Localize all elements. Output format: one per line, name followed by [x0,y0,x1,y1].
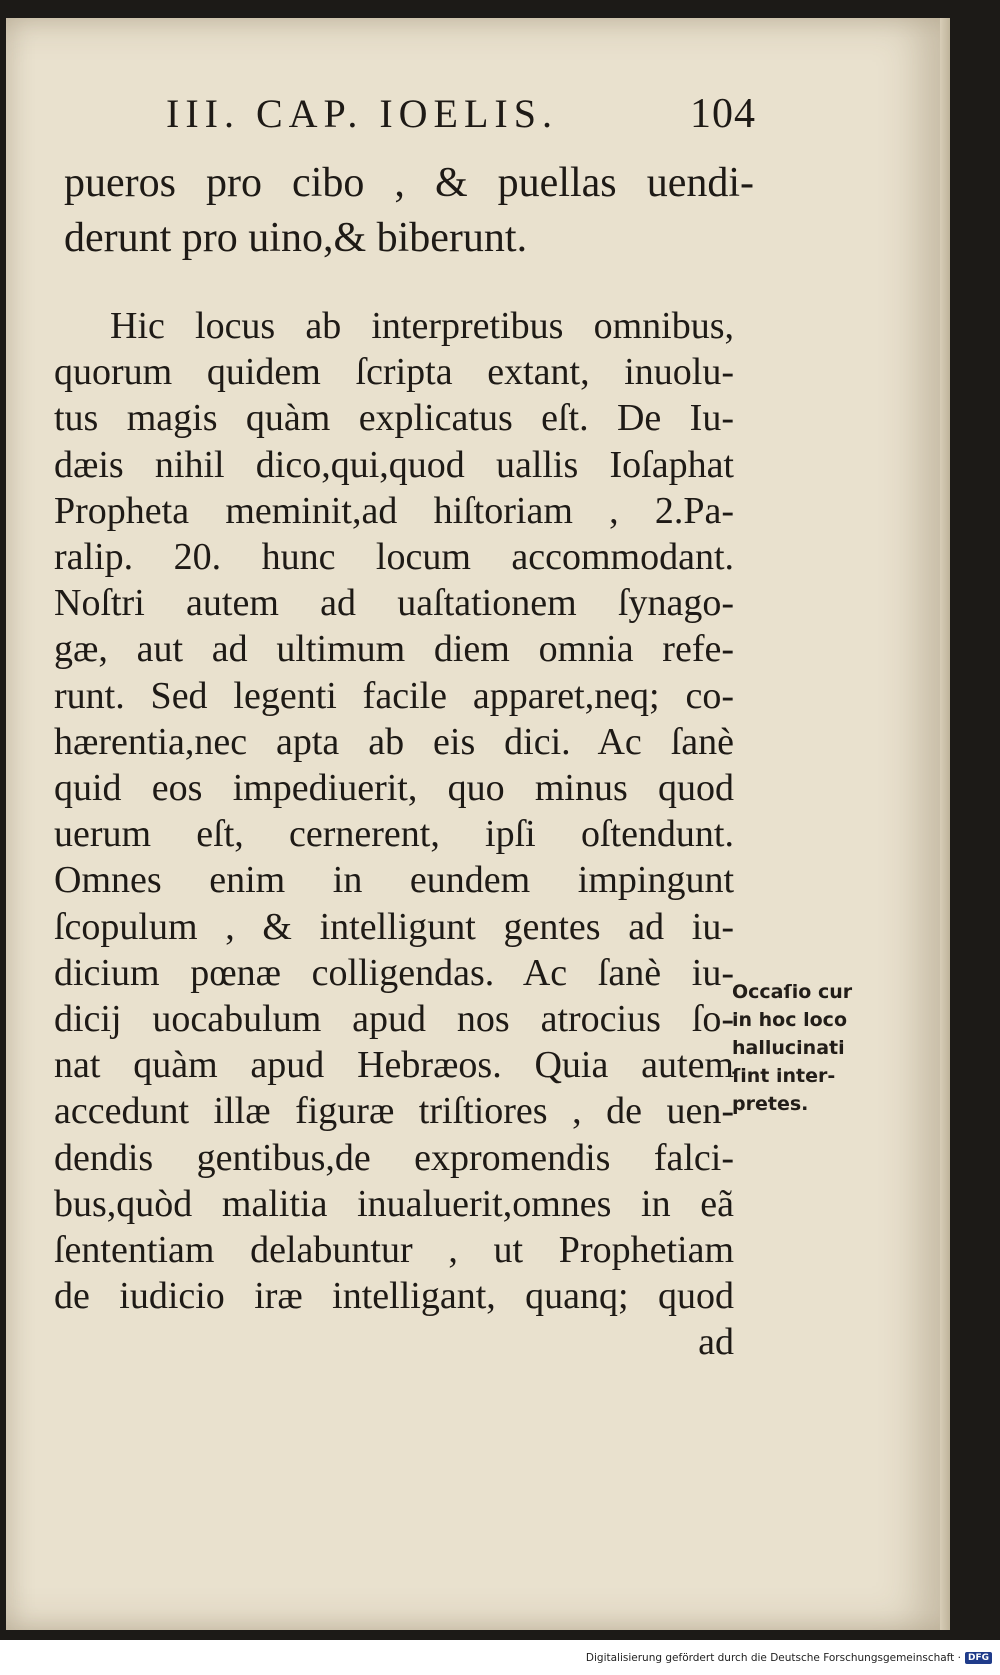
marginal-note-line: Occaſio cur [732,981,853,1003]
commentary-line: bus,quòd malitia inualuerit,omnes in eã [54,1182,734,1225]
commentary-line: quid eos impediuerit, quo minus quod [54,767,734,810]
commentary-paragraph [54,303,734,1366]
commentary-line: nat quàm apud Hebræos. Quia autem [54,1044,734,1087]
commentary-line: dendis gentibus,de expromendis falci- [54,1136,734,1179]
commentary-line: ſcopulum , & intelligunt gentes ad iu- [54,905,734,948]
marginal-note-line: in hoc loco [732,1009,847,1031]
running-title: III. CAP. IOELIS. [166,91,558,136]
marginal-note-line: pretes. [732,1093,809,1115]
commentary-line: quorum quidem ſcripta extant, inuolu- [54,351,734,394]
credit-text: Digitalisierung gefördert durch die Deutsche Forschungsgemeinschaft · [585,1652,961,1664]
page-number: 104 [690,91,756,137]
commentary-line: uerum eſt, cernerent, ipſi oſtendunt. [54,813,734,856]
commentary-line: tus magis quàm explicatus eſt. De Iu- [54,397,734,440]
marginal-note [732,978,902,1118]
book-page [6,18,950,1630]
commentary-line: hærentia,nec apta ab eis dici. Ac ſanè [54,720,734,763]
digitization-credit [586,1652,992,1664]
scripture-verse [64,156,754,266]
commentary-line: dicij uocabulum apud nos atrocius ſo- [54,998,734,1041]
commentary-line: ſententiam delabuntur , ut Prophetiam [54,1229,734,1272]
commentary-line: runt. Sed legenti facile apparet,neq; co- [54,674,734,717]
commentary-line: Noſtri autem ad uaſtationem ſynago- [54,582,734,625]
verse-line: derunt pro uino,& biberunt. [64,215,528,261]
commentary-line: dicium pœnæ colligendas. Ac ſanè iu- [54,951,734,994]
marginal-note-line: hallucinati [732,1037,845,1059]
commentary-line: dæis nihil dico,qui,quod uallis Ioſaphat [54,443,734,486]
marginal-note-line: ſint inter- [732,1065,836,1087]
commentary-line: Hic locus ab interpretibus omnibus, [110,305,734,347]
commentary-line: Propheta meminit,ad hiſtoriam , 2.Pa- [54,489,734,532]
commentary-line: de iudicio iræ intelligant, quanq; quod [54,1275,734,1318]
page-edge [940,18,950,1630]
catchword: ad [698,1321,734,1364]
verse-line: pueros pro cibo , & puellas uendi- [64,160,754,206]
commentary-line: accedunt illæ figuræ triſtiores , de uen- [54,1090,734,1133]
commentary-line: Omnes enim in eundem impingunt [54,859,734,902]
dfg-logo: DFG [965,1652,992,1664]
commentary-line: gæ, aut ad ultimum diem omnia refe- [54,628,734,671]
commentary-line: ralip. 20. hunc locum accommodant. [54,536,734,579]
running-header [166,90,756,137]
